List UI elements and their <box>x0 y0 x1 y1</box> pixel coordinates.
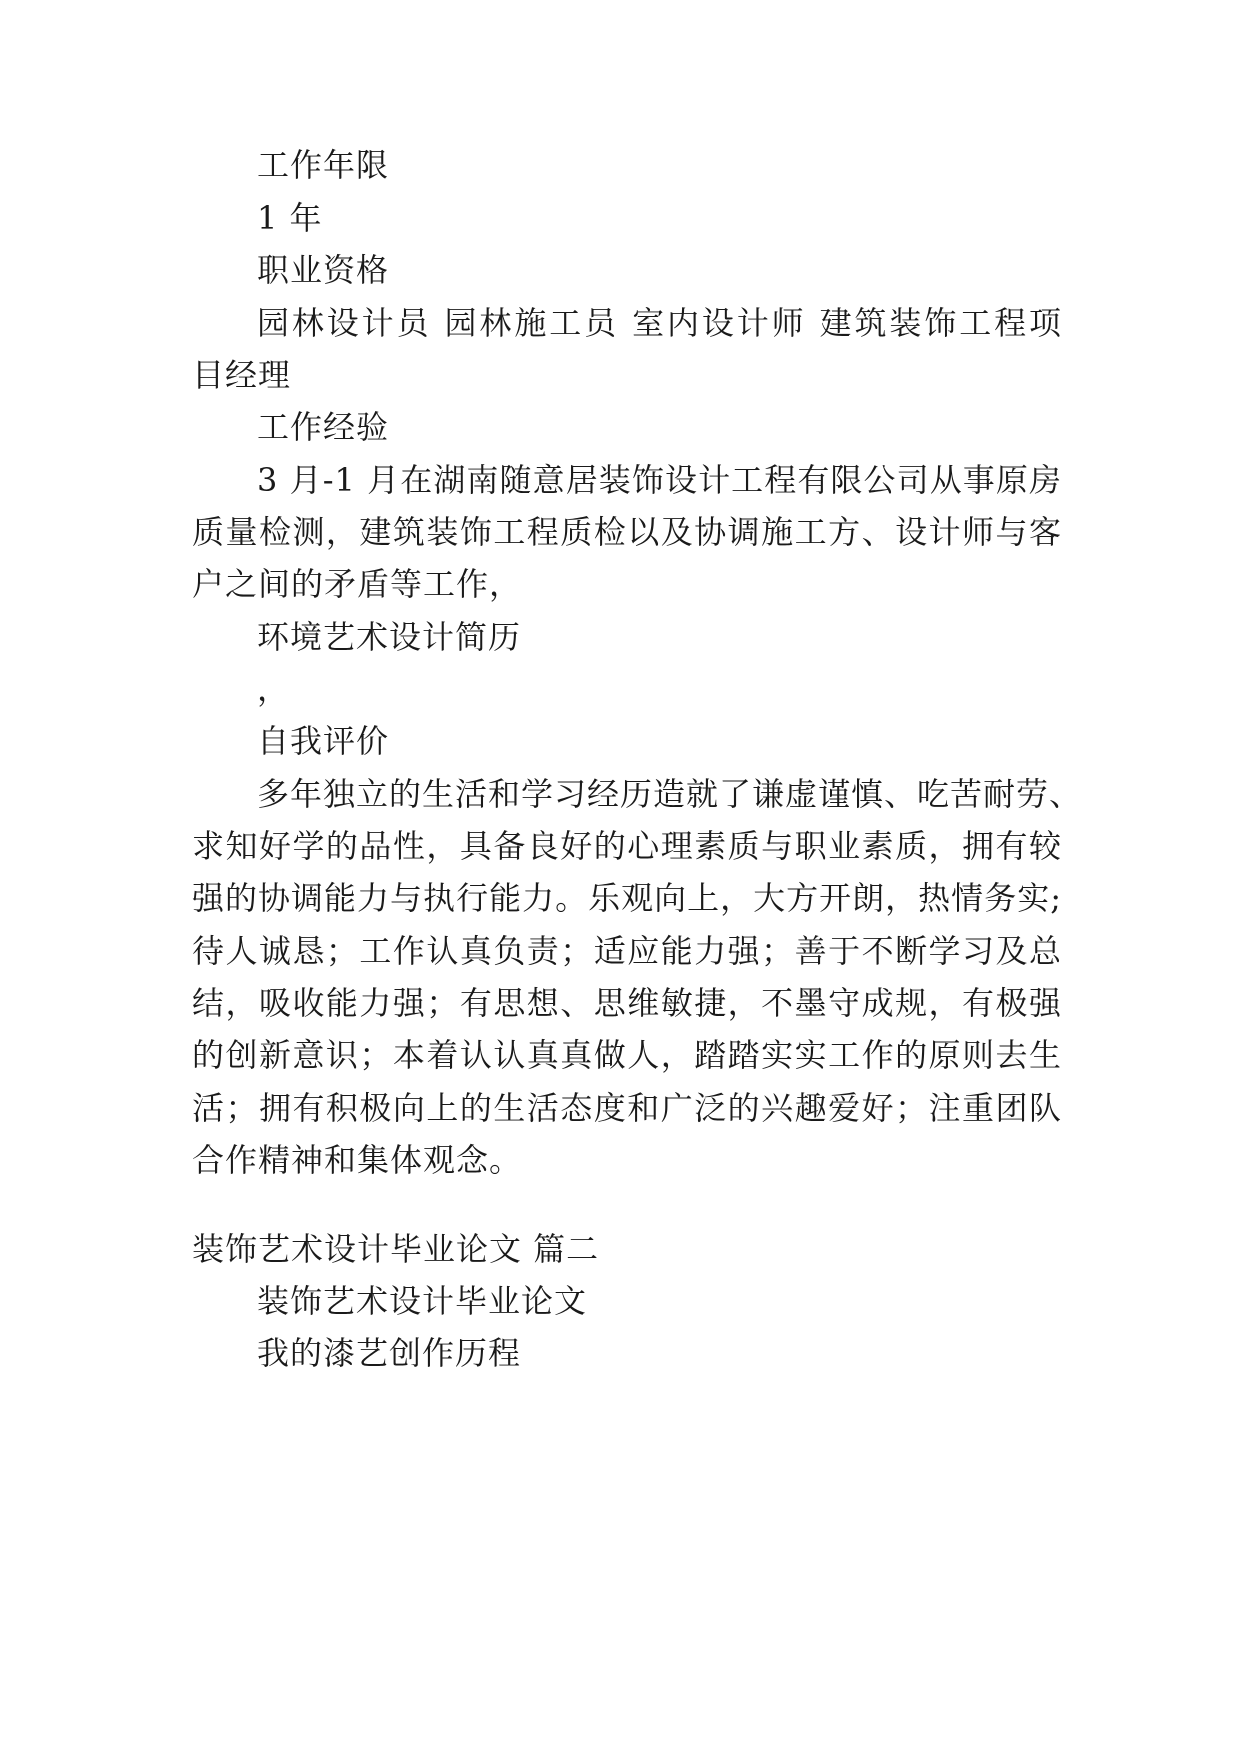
resume-title: 环境艺术设计简历 <box>257 618 522 656</box>
self-evaluation-line: 多年独立的生活和学习经历造就了谦虚谨慎、吃苦耐劳、 <box>257 775 1083 813</box>
heading-work-years: 工作年限 <box>257 146 390 184</box>
self-evaluation-line: 合作精神和集体观念。 <box>192 1141 523 1179</box>
heading-qualification: 职业资格 <box>257 251 390 289</box>
heading-experience: 工作经验 <box>257 408 390 446</box>
self-evaluation-line: 的创新意识；本着认认真真做人，踏踏实实工作的原则去生 <box>192 1036 1062 1074</box>
qualification-line: 目经理 <box>192 356 292 394</box>
experience-line: 3 月-1 月在湖南随意居装饰设计工程有限公司从事原房 <box>257 461 1062 499</box>
self-evaluation-line: 待人诚恳；工作认真负责；适应能力强；善于不断学习及总 <box>192 932 1062 970</box>
qualification-line: 园林设计员 园林施工员 室内设计师 建筑装饰工程项 <box>257 304 1062 342</box>
thesis-subtitle: 我的漆艺创作历程 <box>257 1334 522 1372</box>
self-evaluation-line: 强的协调能力与执行能力。乐观向上，大方开朗，热情务实; <box>192 879 1062 917</box>
heading-self-evaluation: 自我评价 <box>257 722 390 760</box>
self-evaluation-line: 结，吸收能力强；有思想、思维敏捷，不墨守成规，有极强 <box>192 984 1062 1022</box>
section-title: 装饰艺术设计毕业论文 篇二 <box>192 1230 600 1268</box>
self-evaluation-line: 求知好学的品性，具备良好的心理素质与职业素质，拥有较 <box>192 827 1062 865</box>
thesis-title: 装饰艺术设计毕业论文 <box>257 1282 588 1320</box>
experience-line: 质量检测，建筑装饰工程质检以及协调施工方、设计师与客 <box>192 513 1062 551</box>
work-years-value: 1 年 <box>257 199 323 237</box>
self-evaluation-line: 活；拥有积极向上的生活态度和广泛的兴趣爱好；注重团队 <box>192 1089 1062 1127</box>
experience-line: 户之间的矛盾等工作， <box>192 565 523 603</box>
lone-comma: ， <box>257 670 291 708</box>
